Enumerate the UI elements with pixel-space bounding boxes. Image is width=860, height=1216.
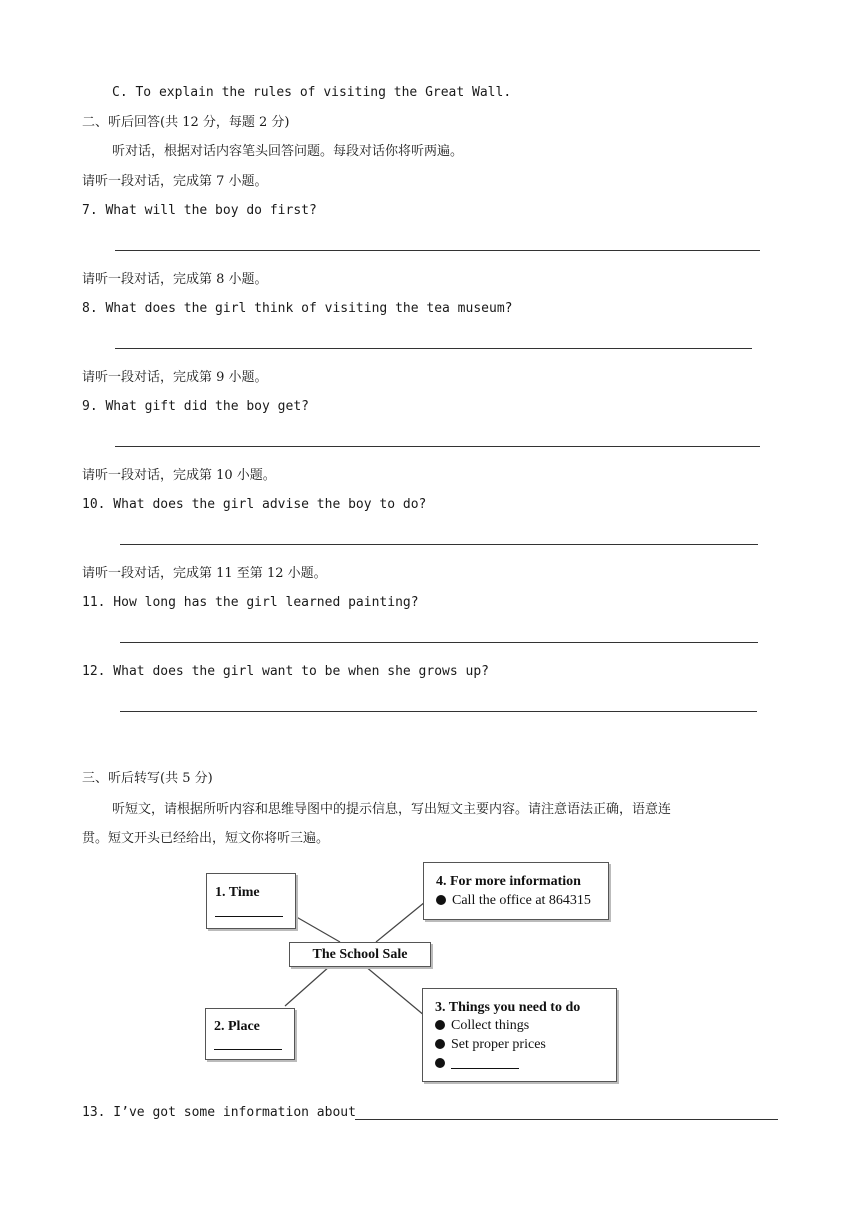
- mindmap-box-place: [205, 1008, 295, 1060]
- mindmap-center: [289, 942, 431, 967]
- option-c: C. To explain the rules of visiting the Great Wall.: [112, 85, 512, 100]
- question-8: 8. What does the girl think of visiting the tea museum?: [82, 301, 513, 316]
- box-things-item-3: [435, 1054, 535, 1073]
- box-things-blank[interactable]: [451, 1068, 519, 1069]
- question-10: 10. What does the girl advise the boy to do?: [82, 497, 427, 512]
- mindmap-box-things: [422, 988, 617, 1082]
- section3-instruction-line2: 贯。短文开头已经给出，短文你将听三遍。: [82, 831, 330, 846]
- box-things-item-1: Collect things: [435, 1016, 529, 1035]
- section3-title: 三、听后转写(共 5 分): [82, 771, 213, 786]
- connector-info: [376, 902, 425, 942]
- answer-line-10[interactable]: [120, 544, 758, 545]
- question-11: 11. How long has the girl learned painting?: [82, 595, 419, 610]
- prompt-q11-12: 请听一段对话，完成第 11 至第 12 小题。: [82, 566, 327, 581]
- bullet-icon: [435, 1058, 445, 1068]
- section2-instruction: 听对话，根据对话内容笔头回答问题。每段对话你将听两遍。: [112, 144, 464, 159]
- answer-line-8[interactable]: [115, 348, 752, 349]
- connector-things: [365, 966, 425, 1016]
- box-place-blank[interactable]: [214, 1049, 282, 1050]
- bullet-icon: [435, 1020, 445, 1030]
- answer-line-9[interactable]: [115, 446, 760, 447]
- section2-title: 二、听后回答(共 12 分，每题 2 分): [82, 115, 290, 130]
- prompt-q10: 请听一段对话，完成第 10 小题。: [82, 468, 276, 483]
- box-info-item: Call the office at 864315: [436, 891, 591, 910]
- connector-place: [285, 966, 330, 1006]
- box-info-title: 4. For more information: [436, 874, 581, 889]
- mindmap-box-info: [423, 862, 609, 920]
- question-9: 9. What gift did the boy get?: [82, 399, 309, 414]
- question-7: 7. What will the boy do first?: [82, 203, 317, 218]
- prompt-q9: 请听一段对话，完成第 9 小题。: [82, 370, 268, 385]
- connector-time: [293, 915, 340, 942]
- prompt-q7: 请听一段对话，完成第 7 小题。: [82, 174, 268, 189]
- prompt-q8: 请听一段对话，完成第 8 小题。: [82, 272, 268, 287]
- question-13: 13. I’ve got some information about: [82, 1105, 356, 1120]
- bullet-icon: [435, 1039, 445, 1049]
- answer-line-7[interactable]: [115, 250, 760, 251]
- answer-line-13[interactable]: [355, 1119, 778, 1120]
- center-title: The School Sale: [312, 947, 408, 962]
- answer-line-11[interactable]: [120, 642, 758, 643]
- box-things-item-2: Set proper prices: [435, 1035, 546, 1054]
- box-place-title: 2. Place: [214, 1019, 260, 1034]
- box-things-title: 3. Things you need to do: [435, 1000, 581, 1015]
- box-time-title: 1. Time: [215, 885, 260, 900]
- answer-line-12[interactable]: [120, 711, 757, 712]
- box-time-blank[interactable]: [215, 916, 283, 917]
- section3-instruction-line1: 听短文，请根据所听内容和思维导图中的提示信息，写出短文主要内容。请注意语法正确，语意连: [112, 802, 672, 817]
- bullet-icon: [436, 895, 446, 905]
- question-12: 12. What does the girl want to be when she grows up?: [82, 664, 489, 679]
- mindmap-box-time: [206, 873, 296, 929]
